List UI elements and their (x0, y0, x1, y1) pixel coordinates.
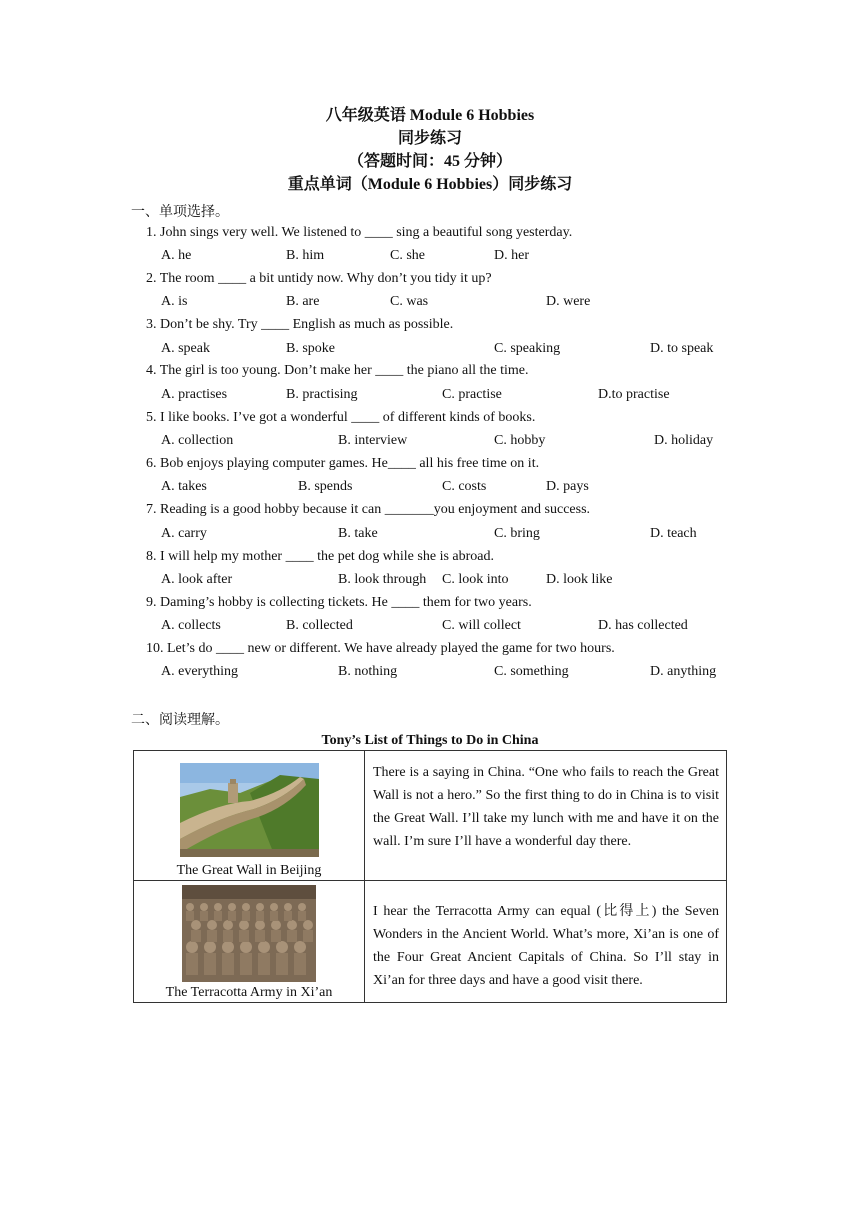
option: D. her (494, 248, 529, 263)
option: D. look like (546, 572, 613, 587)
option: D. holiday (654, 433, 714, 448)
option: C. hobby (494, 433, 546, 448)
option: B. practising (286, 387, 358, 402)
document-subtitle: 同步练习 (397, 130, 462, 147)
option: A. he (161, 248, 192, 263)
option: B. are (286, 294, 320, 309)
option: B. spoke (286, 341, 335, 356)
image-cell (134, 881, 365, 1003)
question-9: 9. Daming’s hobby is collecting tickets. He ____ them for two years. (146, 595, 532, 610)
section-heading: 重点单词（Module 6 Hobbies）同步练习 (287, 176, 573, 193)
option: C. bring (494, 526, 540, 541)
option: A. speak (161, 341, 210, 356)
question-5: 5. I like books. I’ve got a wonderful ____ of different kinds of books. (146, 410, 536, 425)
option: B. collected (286, 618, 353, 633)
question-6: 6. Bob enjoys playing computer games. He____ all his free time on it. (146, 456, 540, 471)
table-row (134, 881, 727, 1003)
option: A. collection (161, 433, 234, 448)
option: D. has collected (598, 618, 688, 633)
image-caption: The Terracotta Army in Xi’an (165, 985, 333, 1000)
option: D.to practise (598, 387, 670, 402)
description-cell: I hear the Terracotta Army can equal (比得上) the Seven Wonders in the Ancient World. What’s more, Xi’an is one of the Four Great Ancient Capitals of China. So I’ll stay in Xi’an for three days and have a good visit there. (365, 881, 727, 1003)
option: C. will collect (442, 618, 521, 633)
question-8: 8. I will help my mother ____ the pet dog while she is abroad. (146, 549, 494, 564)
question-4: 4. The girl is too young. Don’t make her ____ the piano all the time. (146, 363, 529, 378)
question-3: 3. Don’t be shy. Try ____ English as much as possible. (146, 317, 454, 332)
option: B. look through (338, 572, 427, 587)
option: A. practises (161, 387, 228, 402)
option: D. to speak (650, 341, 714, 356)
option: C. something (494, 664, 569, 679)
option: A. takes (161, 479, 207, 494)
question-2: 2. The room ____ a bit untidy now. Why don’t you tidy it up? (146, 271, 492, 286)
option: A. everything (161, 664, 238, 679)
question-10: 10. Let’s do ____ new or different. We have already played the game for two hours. (146, 641, 615, 656)
option: C. speaking (494, 341, 561, 356)
things-to-do-table (133, 750, 727, 1003)
option: A. look after (161, 572, 233, 587)
document-title: 八年级英语 Module 6 Hobbies (325, 107, 535, 124)
option: A. carry (161, 526, 207, 541)
document-title-block (0, 104, 860, 196)
description-cell: There is a saying in China. “One who fails to reach the Great Wall is not a hero.” So the first thing to do in China is to visit the Great Wall. I’ll take my lunch with me and have it on the wall. I’m sure I’ll have a wonderful day there. (365, 751, 727, 881)
option: C. practise (442, 387, 502, 402)
option: B. spends (298, 479, 353, 494)
option: C. look into (442, 572, 509, 587)
option: D. pays (546, 479, 589, 494)
option: B. interview (338, 433, 408, 448)
option: D. were (546, 294, 591, 309)
option: D. anything (650, 664, 717, 679)
great-wall-photo (180, 763, 319, 857)
question-1: 1. John sings very well. We listened to ____ sing a beautiful song yesterday. (146, 225, 573, 240)
option: B. him (286, 248, 325, 263)
table-title: Tony’s List of Things to Do in China (321, 733, 539, 748)
section-2-heading: 二、阅读理解。 (131, 713, 229, 728)
image-cell (134, 751, 365, 881)
image-caption: The Great Wall in Beijing (176, 863, 322, 878)
question-7: 7. Reading is a good hobby because it can _______you enjoyment and success. (146, 502, 591, 517)
option: A. is (161, 294, 188, 309)
option: A. collects (161, 618, 221, 633)
option: C. she (390, 248, 425, 263)
option: D. teach (650, 526, 697, 541)
table-row (134, 751, 727, 881)
option: B. nothing (338, 664, 398, 679)
option: C. costs (442, 479, 487, 494)
section-1-heading: 一、单项选择。 (131, 205, 229, 220)
option: C. was (390, 294, 429, 309)
time-limit: （答题时间：45 分钟） (347, 153, 512, 170)
option: B. take (338, 526, 378, 541)
terracotta-army-photo (182, 885, 316, 982)
